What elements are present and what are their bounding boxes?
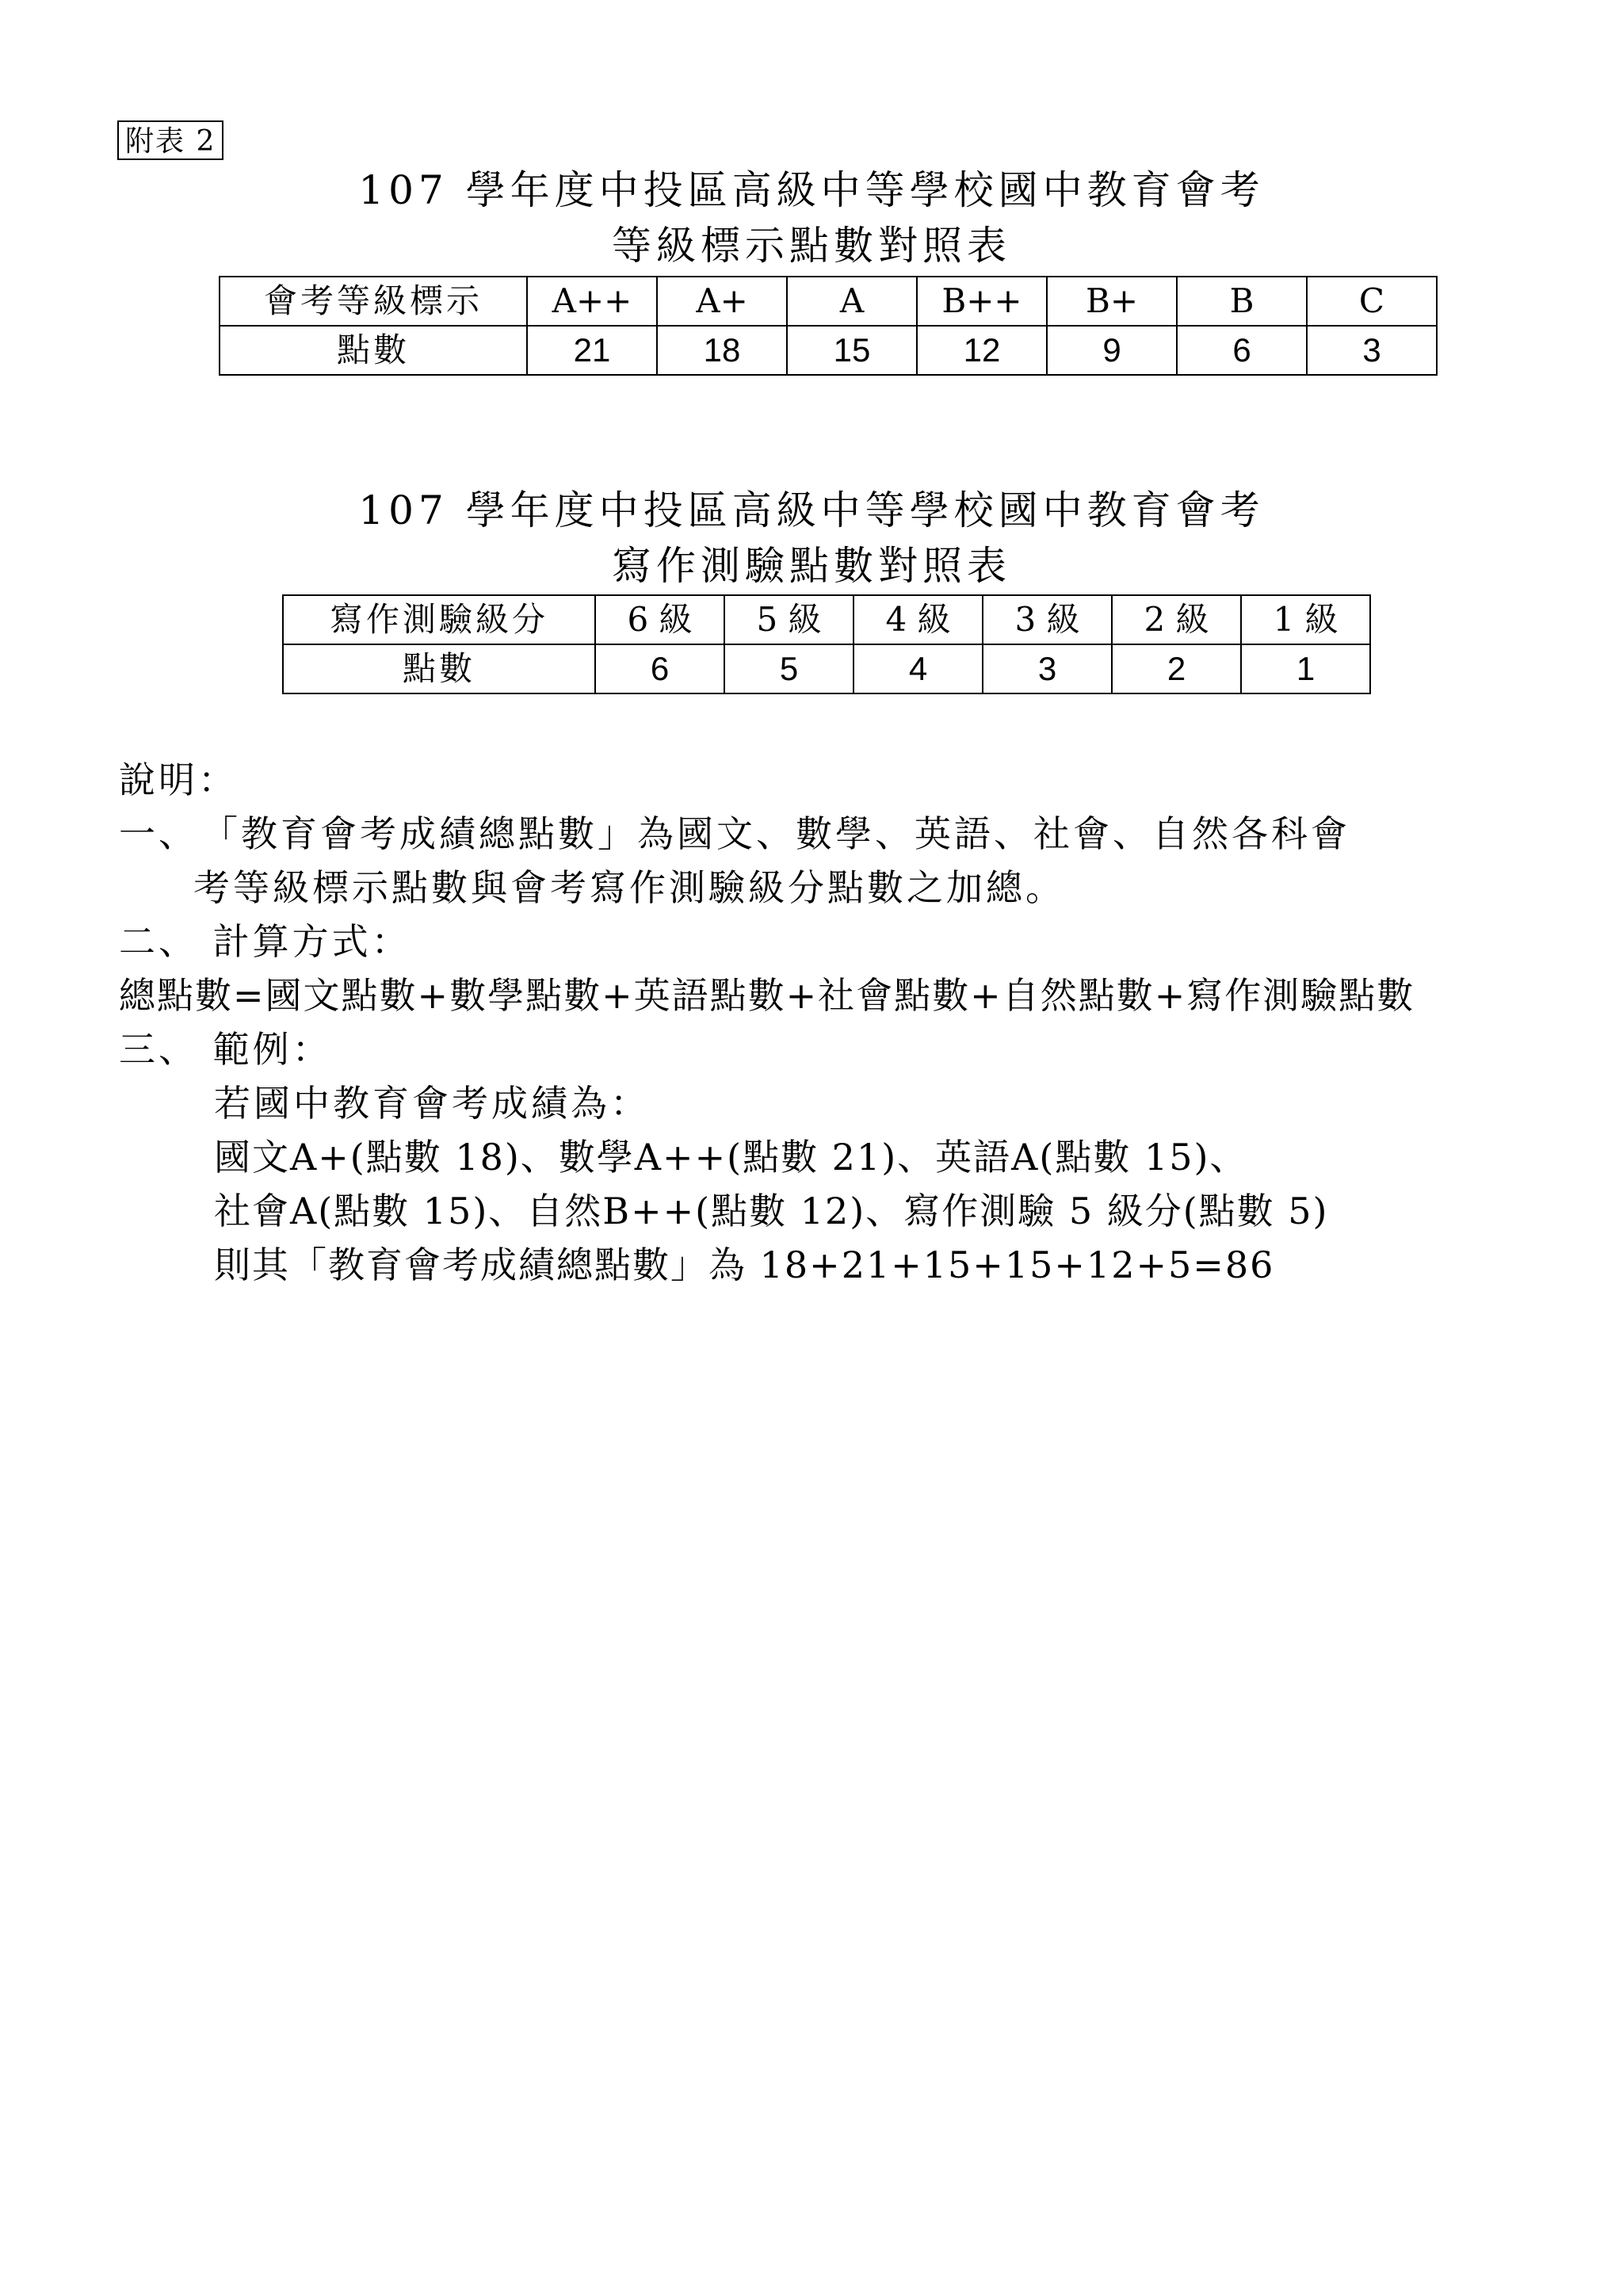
writing-level-cell: 2 級 [1112,595,1241,644]
table-row [220,277,1437,326]
points-cell: 12 [917,326,1047,375]
notes-heading: 說明： [119,758,238,801]
grade-points-table [219,276,1438,376]
note-item-1-line2: 考等級標示點數與會考寫作測驗級分點數之加總。 [193,866,1065,909]
example-intro: 若國中教育會考成績為： [214,1082,650,1125]
points-row-label: 點數 [220,326,527,375]
table1-title-line2: 等級標示點數對照表 [612,223,1011,269]
points-cell: 4 [854,644,983,693]
writing-level-cell: 1 級 [1241,595,1370,644]
note-item-1-line1: 一、 「教育會考成績總點數」為國文、數學、英語、社會、自然各科會 [119,812,1350,855]
writing-level-cell: 4 級 [854,595,983,644]
table1-title-line1: 107 學年度中投區高級中等學校國中教育會考 [358,167,1265,213]
attachment-label: 附表 2 [117,120,223,160]
grade-cell: A+ [657,277,787,326]
writing-level-cell: 5 級 [724,595,854,644]
notes-section [119,753,1529,1292]
points-cell: 18 [657,326,787,375]
points-cell: 2 [1112,644,1241,693]
note-formula: 總點數=國文點數+數學點數+英語點數+社會點數+自然點數+寫作測驗點數 [119,974,1415,1017]
points-cell: 1 [1241,644,1370,693]
points-cell: 3 [1307,326,1437,375]
table-row [283,595,1370,644]
writing-header-label: 寫作測驗級分 [283,595,595,644]
table2-title-line2: 寫作測驗點數對照表 [612,543,1011,589]
points-cell: 6 [595,644,724,693]
example-line-2: 社會A(點數 15)、自然B++(點數 12)、寫作測驗 5 級分(點數 5) [214,1190,1329,1232]
grade-cell: B++ [917,277,1047,326]
writing-points-table [282,594,1371,694]
points-cell: 5 [724,644,854,693]
grade-cell: B+ [1047,277,1177,326]
note-item-2: 二、 計算方式： [119,920,411,963]
points-cell: 3 [983,644,1112,693]
writing-level-cell: 3 級 [983,595,1112,644]
table-row [283,644,1370,693]
grade-header-label: 會考等級標示 [220,277,527,326]
grade-cell: A [787,277,917,326]
table-row [220,326,1437,375]
note-item-3: 三、 範例： [119,1028,332,1071]
grade-cell: A++ [527,277,657,326]
points-cell: 15 [787,326,917,375]
example-line-1: 國文A+(點數 18)、數學A++(點數 21)、英語A(點數 15)、 [214,1136,1248,1179]
points-row-label: 點數 [283,644,595,693]
points-cell: 9 [1047,326,1177,375]
grade-cell: B [1177,277,1307,326]
grade-cell: C [1307,277,1437,326]
table2-title-line1: 107 學年度中投區高級中等學校國中教育會考 [358,487,1265,533]
writing-level-cell: 6 級 [595,595,724,644]
example-result: 則其「教育會考成績總點數」為 18+21+15+15+12+5=86 [214,1244,1275,1286]
points-cell: 6 [1177,326,1307,375]
points-cell: 21 [527,326,657,375]
